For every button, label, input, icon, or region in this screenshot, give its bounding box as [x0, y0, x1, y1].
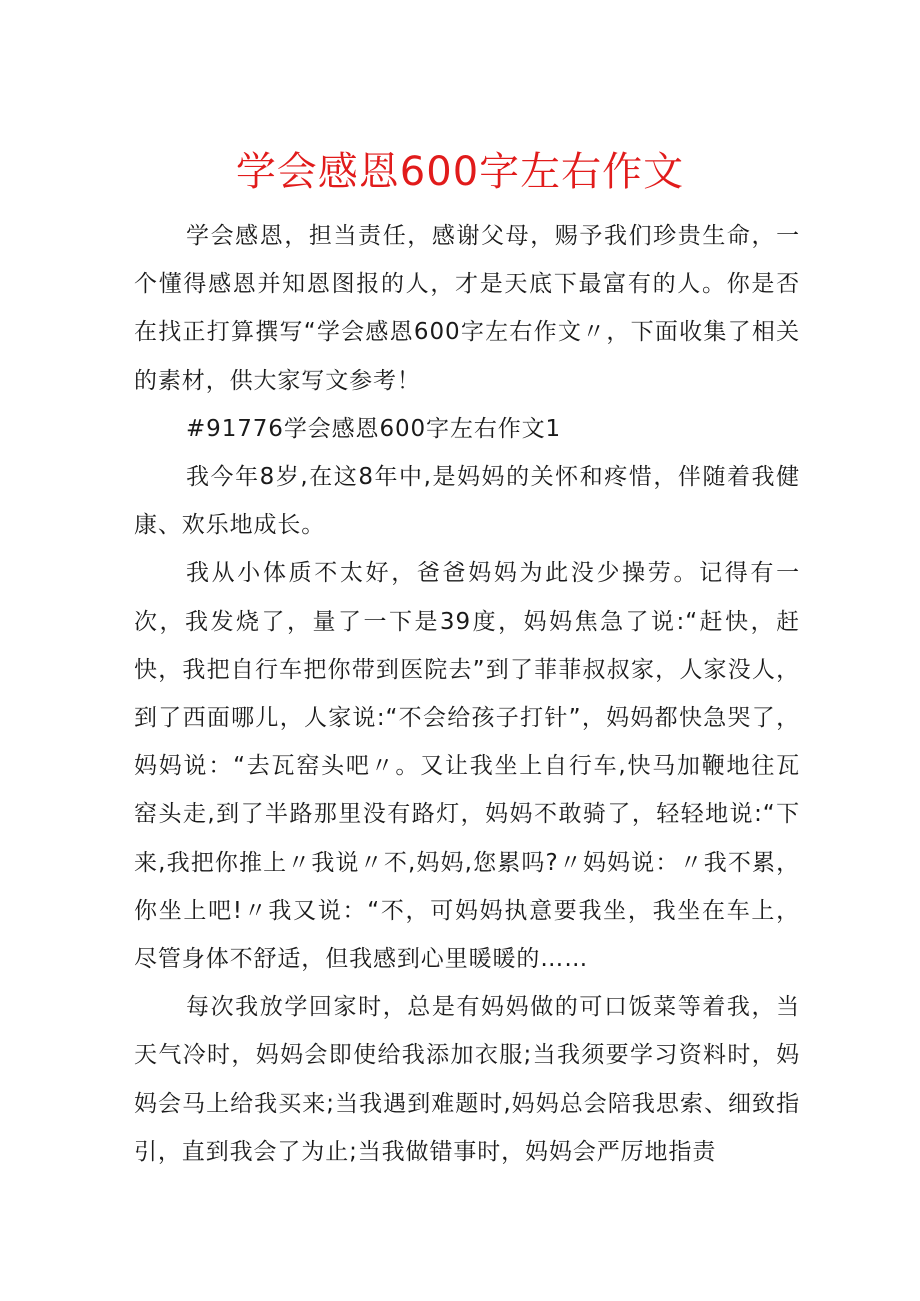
body-paragraph: 我今年8岁,在这8年中,是妈妈的关怀和疼惜，伴随着我健康、欢乐地成长。: [134, 464, 800, 539]
section-heading: #91776学会感恩600字左右作文1: [186, 415, 562, 442]
body-paragraph: 每次我放学回家时，总是有妈妈做的可口饭菜等着我，当天气冷时，妈妈会即使给我添加衣服;当我须要学习资料时，妈妈会马上给我买来;当我遇到难题时,妈妈总会陪我思索、细致指引，直到我会了为止;当我做错事时，妈妈会严厉地指责: [134, 994, 800, 1165]
intro-paragraph: 学会感恩，担当责任，感谢父母，赐予我们珍贵生命，一个懂得感恩并知恩图报的人，才是天底下最富有的人。你是否在找正打算撰写“学会感恩600字左右作文〃，下面收集了相关的素材，供大家写文参考！: [134, 223, 800, 394]
body-paragraph: 我从小体质不太好，爸爸妈妈为此没少操劳。记得有一次，我发烧了，量了一下是39度，妈妈焦急了说:“赶快，赶快，我把自行车把你带到医院去”到了菲菲叔叔家，人家没人，到了西面哪儿，人家说:“不会给孩子打针”，妈妈都快急哭了，妈妈说：“去瓦窑头吧〃。又让我坐上自行车,快马加鞭地往瓦窑头走,到了半路那里没有路灯，妈妈不敢骑了，轻轻地说:“下来,我把你推上〃我说〃不,妈妈,您累吗?〃妈妈说：〃我不累，你坐上吧!〃我又说：“不，可妈妈执意要我坐，我坐在车上，尽管身体不舒适，但我感到心里暖暖的……: [134, 560, 800, 973]
document-title: 学会感恩600字左右作文: [235, 149, 685, 195]
document-body: [134, 212, 800, 1176]
